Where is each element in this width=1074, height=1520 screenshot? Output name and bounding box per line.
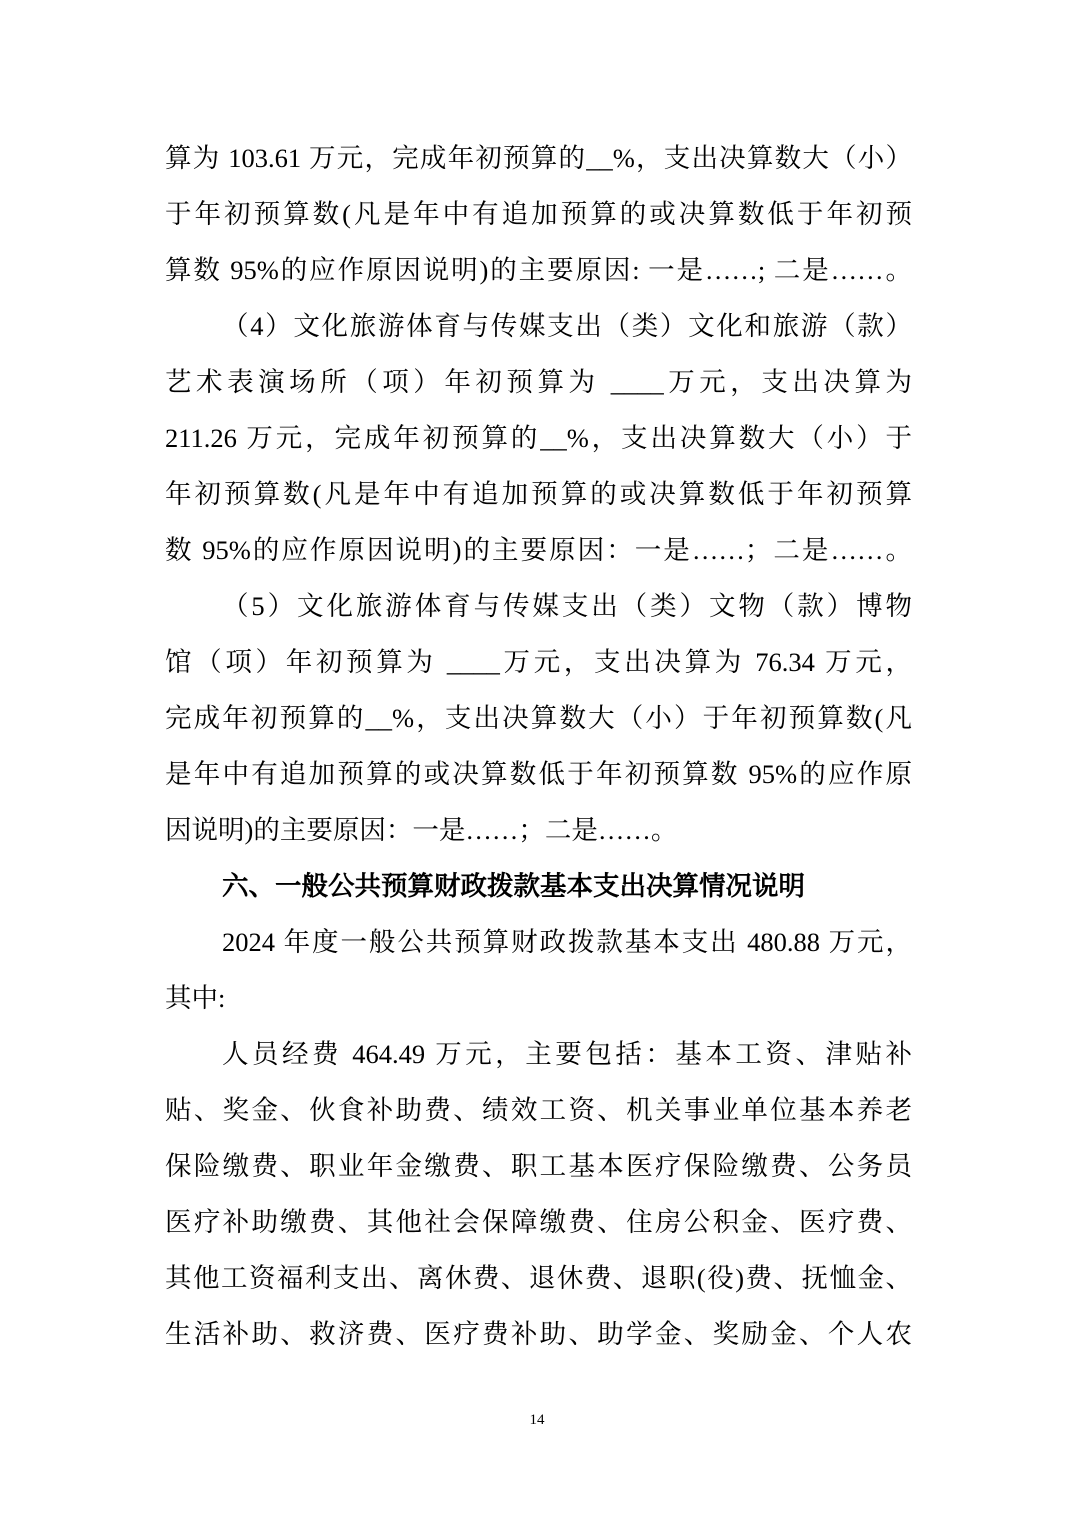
text-line: 211.26 万元，完成年初预算的__%，支出决算数大（小）于	[165, 423, 912, 453]
text-line: 算数 95%的应作原因说明)的主要原因: 一是……; 二是……。	[165, 255, 912, 285]
text-line: 其他工资福利支出、离休费、退休费、退职(役)费、抚恤金、	[165, 1263, 912, 1293]
text-line: 医疗补助缴费、其他社会保障缴费、住房公积金、医疗费、	[165, 1207, 912, 1237]
text-line: （4）文化旅游体育与传媒支出（类）文化和旅游（款）	[222, 311, 912, 341]
body-text	[165, 130, 912, 1362]
paragraph-basic-expenditure-total	[165, 914, 912, 1026]
text-line: 数 95%的应作原因说明)的主要原因：一是……；二是……。	[165, 535, 912, 565]
text-line: 因说明)的主要原因：一是……；二是……。	[165, 815, 678, 845]
paragraph-continuation	[165, 130, 912, 298]
paragraph-personnel-expenses	[165, 1026, 912, 1362]
text-line: 生活补助、救济费、医疗费补助、助学金、奖励金、个人农	[165, 1319, 912, 1349]
text-line: 保险缴费、职业年金缴费、职工基本医疗保险缴费、公务员	[165, 1151, 912, 1181]
text-line: 馆（项）年初预算为 ____万元，支出决算为 76.34 万元，	[165, 647, 912, 677]
text-line: 艺术表演场所（项）年初预算为 ____万元，支出决算为	[165, 367, 912, 397]
section-heading: 六、一般公共预算财政拨款基本支出决算情况说明	[222, 871, 805, 901]
text-line: 其中:	[165, 983, 226, 1013]
text-line: 贴、奖金、伙食补助费、绩效工资、机关事业单位基本养老	[165, 1095, 912, 1125]
text-line: 完成年初预算的__%，支出决算数大（小）于年初预算数(凡	[165, 703, 912, 733]
text-line: 人员经费 464.49 万元，主要包括：基本工资、津贴补	[222, 1039, 912, 1069]
text-line: 算为 103.61 万元，完成年初预算的__%，支出决算数大（小）	[165, 143, 912, 173]
page-number: 14	[529, 1412, 545, 1428]
text-line: 2024 年度一般公共预算财政拨款基本支出 480.88 万元，	[222, 927, 912, 957]
text-line: 是年中有追加预算的或决算数低于年初预算数 95%的应作原	[165, 759, 912, 789]
text-line: （5）文化旅游体育与传媒支出（类）文物（款）博物	[222, 591, 912, 621]
paragraph-item-4	[165, 298, 912, 578]
text-line: 年初预算数(凡是年中有追加预算的或决算数低于年初预算	[165, 479, 912, 509]
paragraph-item-5	[165, 578, 912, 858]
text-line: 于年初预算数(凡是年中有追加预算的或决算数低于年初预	[165, 199, 912, 229]
